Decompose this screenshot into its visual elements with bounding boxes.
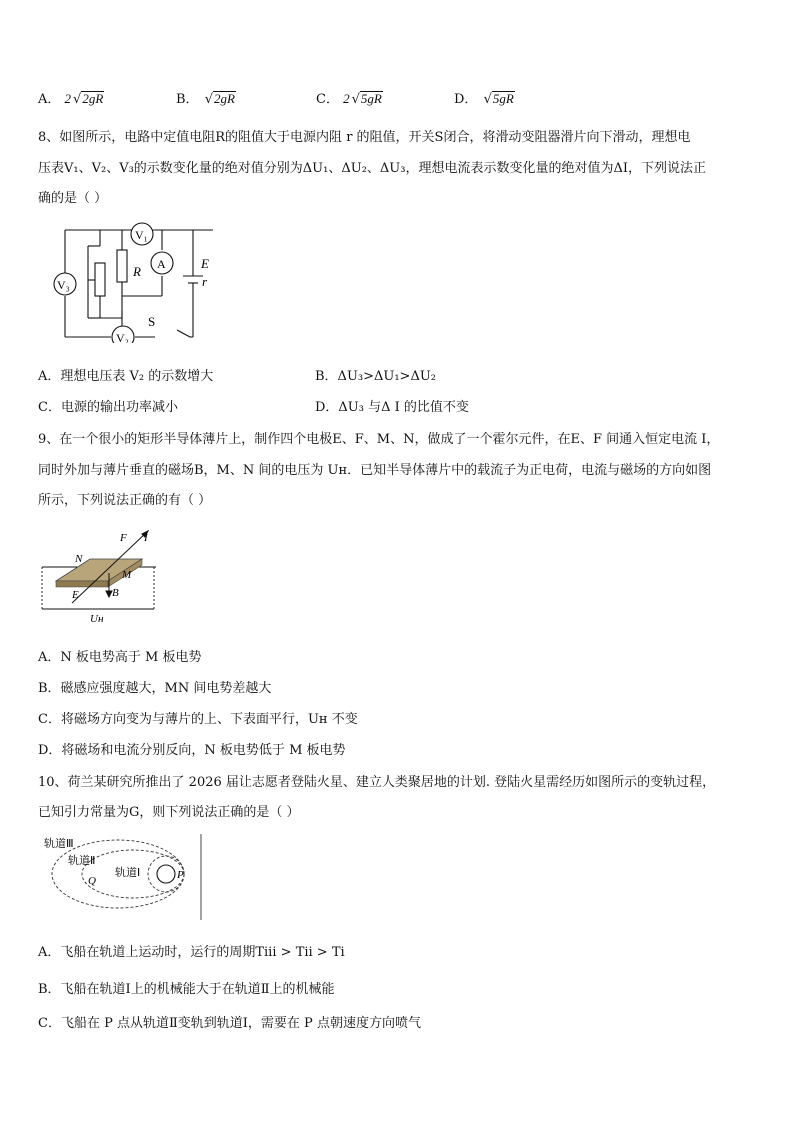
q7-option-b-radicand: 2gR: [214, 91, 235, 106]
q10-option-a: A．飞船在轨道上运动时，运行的周期Tⅲ > Tⅱ > Tⅰ: [38, 945, 345, 960]
rheostat: [95, 263, 105, 296]
emf-label: E: [201, 256, 209, 271]
resistor-r: [117, 250, 127, 282]
q7-option-b: [176, 88, 236, 107]
q8-circuit-diagram: [45, 218, 225, 343]
q7-option-a-coef: 2: [64, 91, 72, 106]
ammeter-label: A: [157, 257, 166, 271]
q9-option-a: A．N 板电势高于 M 板电势: [38, 650, 202, 665]
q7-option-d-label: D．: [454, 92, 478, 107]
mars-icon: [157, 865, 175, 883]
q7-option-d: [454, 88, 515, 107]
label-q: Q: [88, 875, 96, 887]
q7-option-c-radicand: 5gR: [360, 91, 382, 106]
q9-hall-element-diagram: [38, 525, 160, 625]
label-m: M: [122, 569, 132, 581]
q9-option-c: C．将磁场方向变为与薄片的上、下表面平行，Uʜ 不变: [38, 712, 358, 727]
q7-option-a: [38, 88, 104, 107]
radical-icon: √: [351, 92, 360, 107]
label-p: P: [177, 869, 184, 881]
q8-stem-line2: 压表V₁、V₂、V₃的示数变化量的绝对值分别为ΔU₁、ΔU₂、ΔU₃，理想电流表示数变化量的绝对值为ΔI，下列说法正: [38, 161, 706, 176]
q8-option-b: B．ΔU₃>ΔU₁>ΔU₂: [315, 369, 437, 384]
q8-stem-line1: 8、如图所示，电路中定值电阻R的阻值大于电源内阻 r 的阻值，开关S闭合，将滑动变阻器滑片向下滑动，理想电: [38, 130, 691, 145]
q7-option-d-radicand: 5gR: [492, 91, 514, 106]
label-f: F: [120, 532, 127, 544]
q7-option-c: [316, 88, 383, 107]
q10-orbit-diagram: [38, 830, 208, 924]
label-i: I: [144, 532, 148, 544]
q7-option-c-coef: 2: [343, 91, 350, 106]
resistor-r-label: R: [133, 264, 141, 279]
q9-stem-line2: 同时外加与薄片垂直的磁场B，M、N 间的电压为 Uʜ．已知半导体薄片中的载流子为正电荷，电流与磁场的方向如图: [38, 463, 712, 478]
q7-option-a-label: A．: [38, 92, 61, 107]
v1-label: V₁: [135, 228, 148, 242]
switch-label: S: [148, 314, 156, 329]
v3-label: V₃: [57, 278, 70, 292]
q8-option-c: C．电源的输出功率减小: [38, 400, 178, 415]
radical-icon: √: [483, 92, 492, 107]
q9-option-b: B．磁感应强度越大，MN 间电势差越大: [38, 681, 272, 696]
label-orbit2: 轨道Ⅱ: [68, 855, 96, 867]
label-uh: Uʜ: [90, 613, 104, 625]
q7-option-a-radicand: 2gR: [82, 91, 104, 106]
q10-option-c: C．飞船在 P 点从轨道Ⅱ变轨到轨道Ⅰ，需要在 P 点朝速度方向喷气: [38, 1016, 421, 1031]
q9-stem-line3: 所示，下列说法正确的有（ ）: [38, 493, 212, 508]
q10-stem-line2: 已知引力常量为G，则下列说法正确的是（ ）: [38, 805, 300, 820]
internal-r-label: r: [202, 274, 208, 289]
q10-option-b: B．飞船在轨道Ⅰ上的机械能大于在轨道Ⅱ上的机械能: [38, 982, 335, 997]
label-b: B: [112, 587, 119, 599]
label-orbit1: 轨道Ⅰ: [115, 867, 141, 879]
radical-icon: √: [73, 92, 82, 107]
q8-stem-line3: 确的是（ ）: [38, 191, 108, 206]
label-e: E: [72, 589, 79, 601]
q7-option-c-label: C．: [316, 92, 339, 107]
plate-edge-front: [56, 581, 108, 587]
label-orbit3: 轨道Ⅲ: [44, 838, 74, 850]
q9-stem-line1: 9、在一个很小的矩形半导体薄片上，制作四个电极E、F、M、N，做成了一个霍尔元件，在E、F 间通入恒定电流 I，: [38, 432, 720, 447]
q8-option-a: A．理想电压表 V₂ 的示数增大: [38, 369, 214, 384]
v2-label: V₂: [116, 331, 129, 343]
q9-option-d: D．将磁场和电流分别反向，N 板电势低于 M 板电势: [38, 743, 346, 758]
q8-option-d: D．ΔU₃ 与Δ I 的比值不变: [315, 400, 469, 415]
q10-stem-line1: 10、荷兰某研究所推出了 2026 届让志愿者登陆火星、建立人类聚居地的计划. 登陆火星需经历如图所示的变轨过程，: [38, 775, 716, 790]
label-n: N: [75, 553, 83, 565]
q7-option-b-label: B．: [176, 92, 199, 107]
radical-icon: √: [204, 92, 213, 107]
